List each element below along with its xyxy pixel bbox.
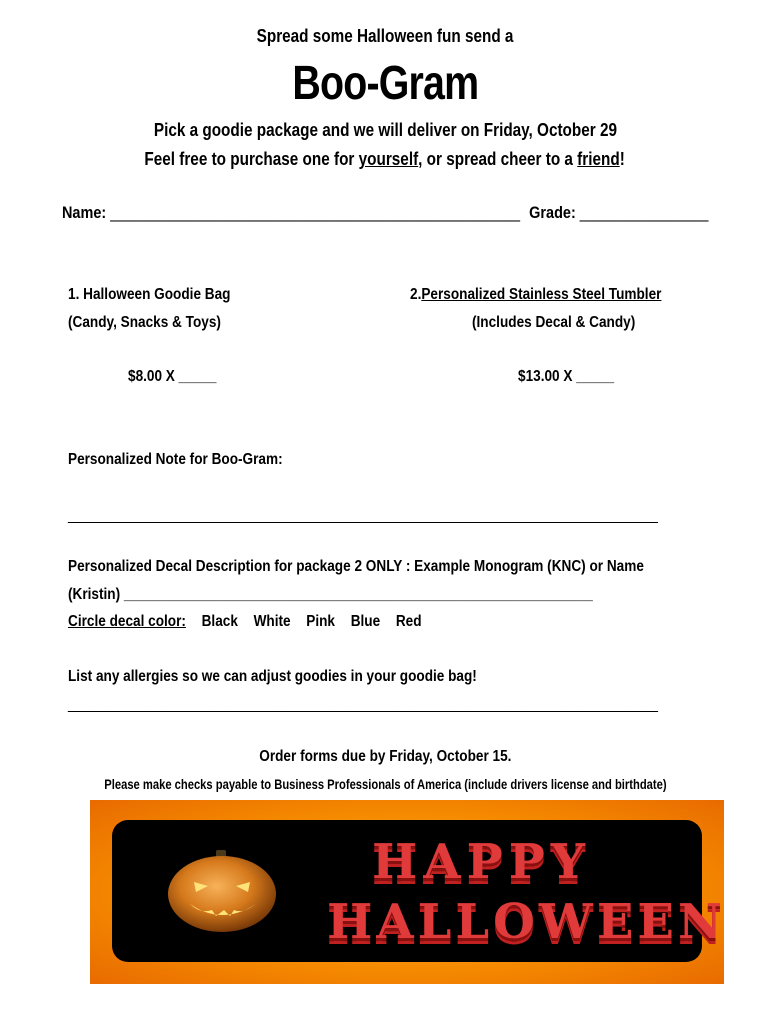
package-1-description: (Candy, Snacks & Toys) [68, 314, 221, 331]
personalized-note-field[interactable]: ______________________________________________________________________________ [68, 507, 658, 524]
grade-label: Grade: [529, 203, 576, 222]
package-2-description: (Includes Decal & Candy) [472, 314, 636, 331]
color-option-white[interactable]: White [253, 613, 291, 630]
subtitle-delivery: Pick a goodie package and we will deliver on Friday, October 29 [153, 120, 617, 140]
allergy-label: List any allergies so we can adjust goodies in your goodie bag! [68, 668, 477, 685]
subtitle-cheer: Feel free to purchase one for yourself, or spread cheer to a friend! [144, 149, 626, 169]
grade-field[interactable]: ________________ [579, 203, 709, 222]
payment-instructions: Please make checks payable to Business Professionals of America (include drivers license and birthdate) [103, 776, 667, 792]
decal-color-label: Circle decal color: [68, 613, 186, 630]
due-date-notice: Order forms due by Friday, October 15. [258, 748, 512, 765]
friend-text: friend [577, 149, 621, 169]
jack-o-lantern-icon [164, 848, 284, 934]
decal-color-row [68, 613, 484, 631]
decal-description-label: Personalized Decal Description for package 2 ONLY : Example Monogram (KNC) or Name [68, 558, 644, 575]
happy-text: HAPPY [372, 834, 592, 890]
package-1-price-qty[interactable]: $8.00 X _____ [128, 368, 217, 385]
color-option-pink[interactable]: Pink [306, 613, 336, 630]
halloween-text: HALLOWEEN [327, 894, 726, 950]
package-1-name: 1. Halloween Goodie Bag [68, 286, 231, 303]
color-option-black[interactable]: Black [201, 613, 238, 630]
happy-halloween-banner [90, 800, 724, 984]
color-option-blue[interactable]: Blue [350, 613, 381, 630]
package-2-name: 2.Personalized Stainless Steel Tumbler [410, 286, 662, 303]
name-grade-row [62, 203, 770, 223]
allergy-field[interactable]: ______________________________________________________________________________ [68, 696, 658, 713]
name-label: Name: [62, 203, 107, 222]
banner-panel [112, 820, 726, 962]
decal-name-field[interactable]: (Kristin) ______________________________________________________________ [68, 586, 593, 603]
package-2-price-qty[interactable]: $13.00 X _____ [518, 368, 615, 385]
page-title: Boo-Gram [292, 57, 478, 110]
tagline: Spread some Halloween fun send a [256, 26, 514, 46]
color-option-red[interactable]: Red [395, 613, 422, 630]
name-field[interactable]: ___________________________________________________ [110, 203, 521, 222]
personalized-note-label: Personalized Note for Boo-Gram: [68, 451, 283, 468]
yourself-text: yourself [359, 149, 419, 169]
